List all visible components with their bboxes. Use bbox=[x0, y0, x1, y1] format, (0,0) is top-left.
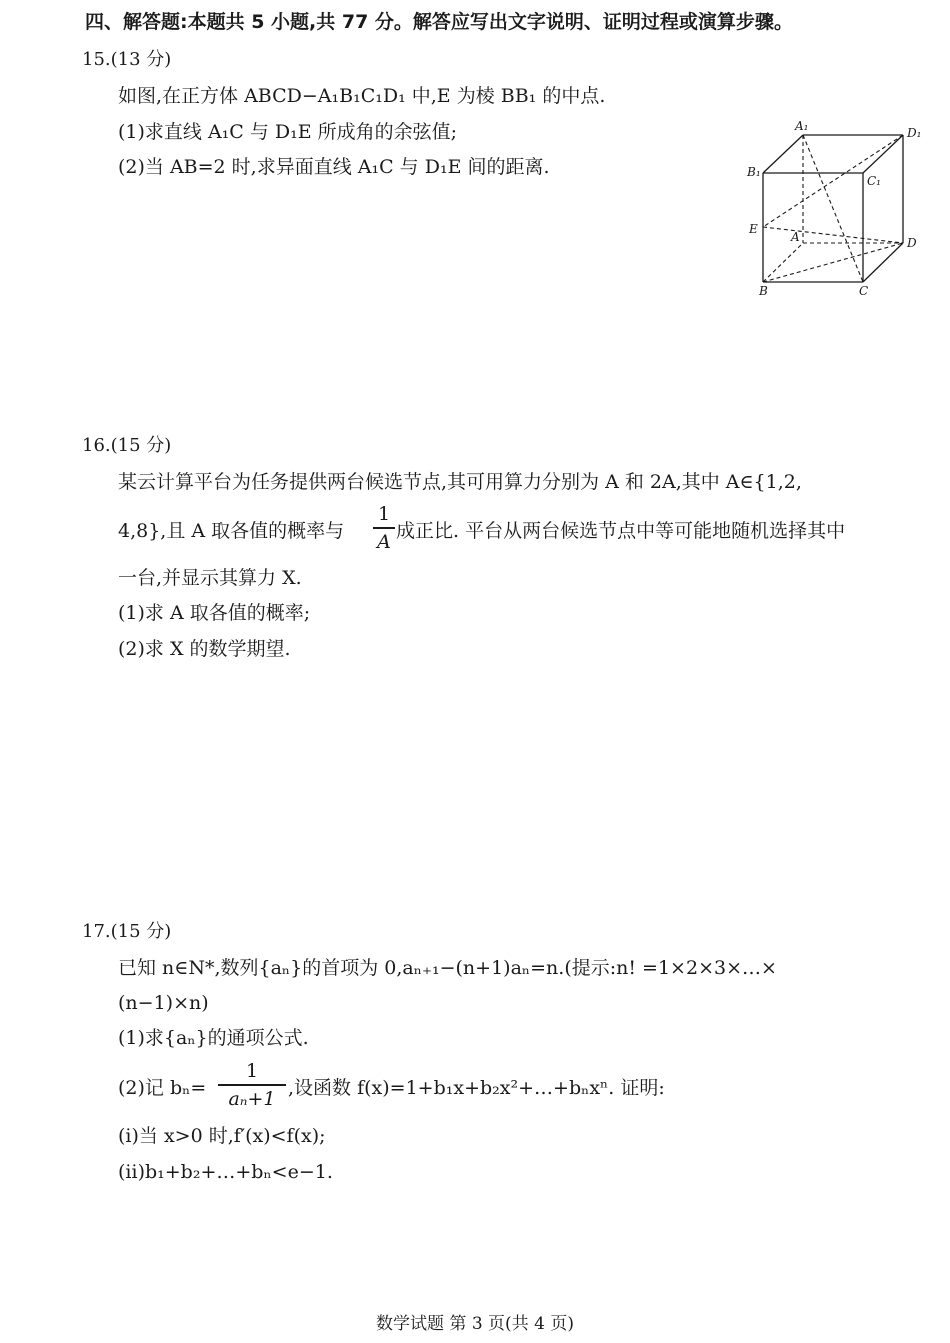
label-C1: C₁ bbox=[867, 174, 881, 188]
section-heading: 四、解答题:本题共 5 小题,共 77 分。解答应写出文字说明、证明过程或演算步骤。 bbox=[85, 11, 793, 33]
label-A1: A₁ bbox=[795, 119, 809, 133]
question-16-line-2-after: 成正比. 平台从两台候选节点中等可能地随机选择其中 bbox=[396, 520, 846, 542]
question-17-part-2-before: (2)记 bₙ= bbox=[118, 1077, 207, 1099]
fraction-denominator: aₙ+1 bbox=[228, 1087, 276, 1110]
question-17-line-2: (n−1)×n) bbox=[118, 992, 209, 1014]
label-D1: D₁ bbox=[907, 126, 922, 140]
question-15-part-1: (1)求直线 A₁C 与 D₁E 所成角的余弦值; bbox=[118, 121, 458, 143]
question-17-part-1: (1)求{aₙ}的通项公式. bbox=[118, 1027, 309, 1049]
question-17-sub-2: (ⅱ)b₁+b₂+…+bₙ<e−1. bbox=[118, 1161, 333, 1183]
label-A: A bbox=[791, 230, 800, 244]
fraction-denominator: A bbox=[377, 530, 391, 553]
question-17-part-2-after: ,设函数 f(x)=1+b₁x+b₂x²+…+bₙxⁿ. 证明: bbox=[288, 1077, 665, 1099]
question-16-line-3: 一台,并显示其算力 X. bbox=[118, 567, 302, 589]
page-footer: 数学试题 第 3 页(共 4 页) bbox=[376, 1314, 574, 1334]
question-16-line-1: 某云计算平台为任务提供两台候选节点,其可用算力分别为 A 和 2A,其中 A∈{1,2, bbox=[118, 471, 802, 493]
fraction-bar bbox=[373, 527, 395, 529]
question-17-number: 17.(15 分) bbox=[82, 921, 172, 942]
fraction-numerator: 1 bbox=[245, 1060, 259, 1082]
fraction-bar bbox=[218, 1084, 286, 1086]
label-E: E bbox=[749, 222, 758, 236]
question-17-line-1: 已知 n∈N*,数列{aₙ}的首项为 0,aₙ₊₁−(n+1)aₙ=n.(提示:n! =1×2×3×…× bbox=[118, 957, 777, 979]
question-15-number: 15.(13 分) bbox=[82, 49, 172, 70]
fraction-numerator: 1 bbox=[377, 503, 391, 525]
question-16-number: 16.(15 分) bbox=[82, 435, 172, 456]
label-C: C bbox=[859, 284, 869, 298]
fraction-one-over-an-plus-1 bbox=[218, 1060, 286, 1110]
label-B1: B₁ bbox=[747, 165, 761, 179]
question-16-part-2: (2)求 X 的数学期望. bbox=[118, 638, 291, 660]
question-16-part-1: (1)求 A 取各值的概率; bbox=[118, 602, 311, 624]
question-16-line-2-before: 4,8},且 A 取各值的概率与 bbox=[118, 520, 345, 542]
label-B: B bbox=[759, 284, 768, 298]
label-D: D bbox=[907, 236, 917, 250]
question-17-sub-1: (ⅰ)当 x>0 时,f′(x)<f(x); bbox=[118, 1125, 326, 1147]
fraction-one-over-a bbox=[373, 503, 395, 553]
question-15-part-2: (2)当 AB=2 时,求异面直线 A₁C 与 D₁E 间的距离. bbox=[118, 156, 550, 178]
cube-figure bbox=[735, 115, 935, 305]
question-15-stem: 如图,在正方体 ABCD−A₁B₁C₁D₁ 中,E 为棱 BB₁ 的中点. bbox=[118, 85, 606, 107]
